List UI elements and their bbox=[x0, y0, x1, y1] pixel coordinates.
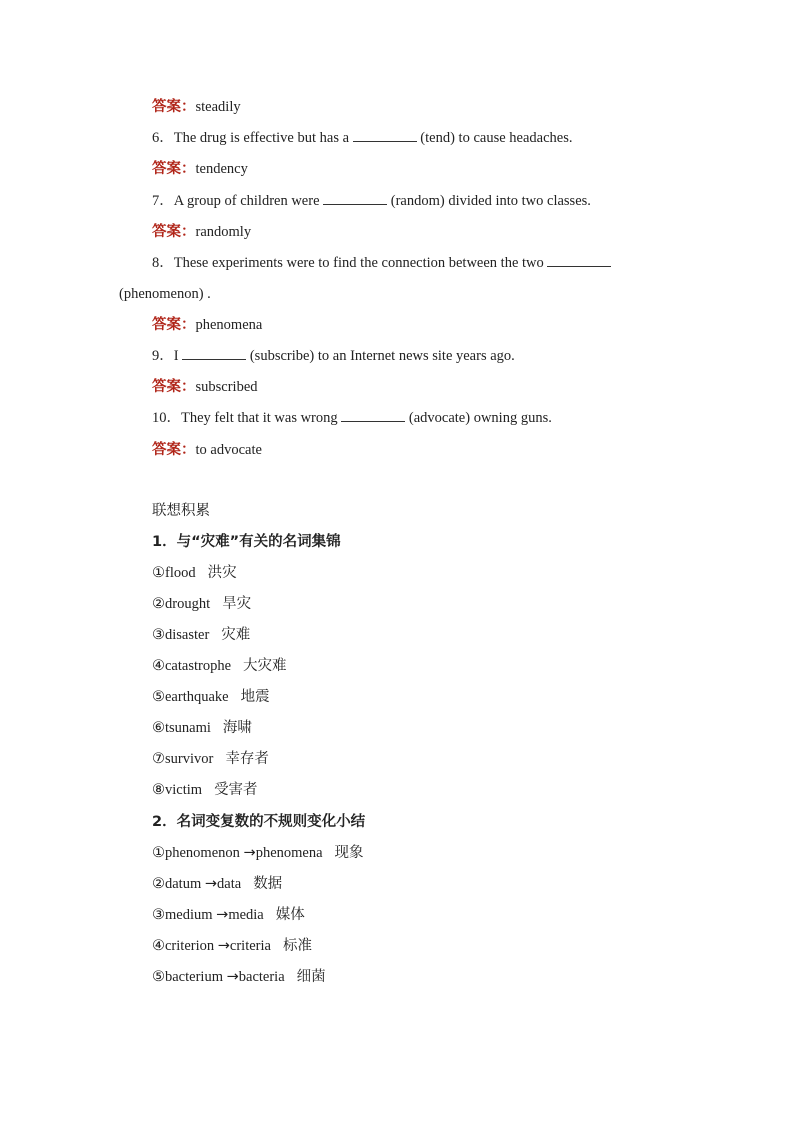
item-english: drought bbox=[165, 596, 211, 612]
item-singular: phenomenon bbox=[165, 845, 244, 861]
answer-text: steadily bbox=[195, 99, 241, 115]
answer-10 bbox=[152, 440, 262, 460]
answer-label: 答案： bbox=[152, 99, 196, 115]
list-item bbox=[152, 718, 252, 738]
question-8-continued: (phenomenon) . bbox=[119, 286, 211, 302]
item-chinese: 地震 bbox=[240, 689, 270, 705]
list-item bbox=[152, 687, 270, 707]
question-text: (subscribe) to an Internet news site years ago. bbox=[246, 348, 515, 364]
item-plural: phenomena bbox=[255, 845, 323, 861]
fill-blank[interactable] bbox=[547, 253, 611, 267]
item-singular: bacterium bbox=[165, 969, 227, 985]
list-item bbox=[152, 656, 287, 676]
question-number: 7． bbox=[152, 193, 174, 209]
answer-text: phenomena bbox=[195, 317, 263, 333]
item-singular: criterion bbox=[165, 938, 218, 954]
item-chinese: 旱灾 bbox=[222, 596, 252, 612]
section-title: 联想积累 bbox=[152, 503, 210, 519]
list-item bbox=[152, 749, 269, 769]
answer-text: tendency bbox=[195, 161, 248, 177]
fill-blank[interactable] bbox=[323, 191, 387, 205]
arrow-icon: → bbox=[243, 845, 256, 861]
item-english: victim bbox=[165, 782, 203, 798]
item-chinese: 数据 bbox=[253, 876, 283, 892]
item-marker: ③ bbox=[152, 907, 165, 923]
group1-heading: 1．与“灾难”有关的名词集锦 bbox=[152, 534, 341, 550]
question-7 bbox=[152, 191, 591, 211]
item-english: tsunami bbox=[165, 720, 211, 736]
list-item bbox=[152, 563, 237, 583]
item-plural: criteria bbox=[229, 938, 271, 954]
item-singular: medium bbox=[165, 907, 217, 923]
arrow-icon: → bbox=[217, 938, 230, 954]
item-marker: ① bbox=[152, 565, 165, 581]
item-marker: ① bbox=[152, 845, 165, 861]
question-number: 10． bbox=[152, 410, 181, 426]
item-plural: data bbox=[217, 876, 242, 892]
item-chinese: 现象 bbox=[334, 845, 364, 861]
item-english: catastrophe bbox=[165, 658, 232, 674]
answer-text: randomly bbox=[195, 224, 252, 240]
answer-9 bbox=[152, 377, 258, 397]
item-marker: ⑧ bbox=[152, 782, 165, 798]
answer-label: 答案： bbox=[152, 224, 196, 240]
list-item bbox=[152, 594, 251, 614]
question-6 bbox=[152, 128, 572, 148]
question-10 bbox=[152, 408, 552, 428]
question-text: I bbox=[173, 348, 183, 364]
item-english: earthquake bbox=[165, 689, 229, 705]
item-chinese: 媒体 bbox=[275, 907, 305, 923]
item-marker: ⑤ bbox=[152, 689, 165, 705]
answer-7 bbox=[152, 222, 251, 242]
question-number: 6． bbox=[152, 130, 174, 146]
arrow-icon: → bbox=[226, 969, 239, 985]
list-item bbox=[152, 967, 326, 987]
item-marker: ③ bbox=[152, 627, 165, 643]
item-chinese: 洪灾 bbox=[207, 565, 237, 581]
list-item bbox=[152, 874, 282, 894]
fill-blank[interactable] bbox=[353, 128, 417, 142]
question-text: (advocate) owning guns. bbox=[405, 410, 552, 426]
question-text: A group of children were bbox=[173, 193, 324, 209]
answer-6 bbox=[152, 159, 248, 179]
list-item bbox=[152, 780, 258, 800]
list-item bbox=[152, 625, 250, 645]
list-item bbox=[152, 936, 312, 956]
item-marker: ② bbox=[152, 596, 165, 612]
item-plural: media bbox=[228, 907, 264, 923]
fill-blank[interactable] bbox=[182, 346, 246, 360]
item-singular: datum bbox=[165, 876, 205, 892]
item-marker: ⑥ bbox=[152, 720, 165, 736]
answer-label: 答案： bbox=[152, 161, 196, 177]
item-chinese: 标准 bbox=[282, 938, 312, 954]
item-marker: ④ bbox=[152, 658, 165, 674]
arrow-icon: → bbox=[216, 907, 229, 923]
list-item bbox=[152, 843, 364, 863]
item-chinese: 大灾难 bbox=[243, 658, 287, 674]
answer-label: 答案： bbox=[152, 317, 196, 333]
item-english: disaster bbox=[165, 627, 210, 643]
question-9 bbox=[152, 346, 515, 366]
item-marker: ⑤ bbox=[152, 969, 165, 985]
question-number: 8． bbox=[152, 255, 174, 271]
question-text: They felt that it was wrong bbox=[181, 410, 342, 426]
item-chinese: 幸存者 bbox=[225, 751, 269, 767]
question-8 bbox=[152, 253, 611, 273]
answer-label: 答案： bbox=[152, 379, 196, 395]
item-marker: ⑦ bbox=[152, 751, 165, 767]
item-english: flood bbox=[165, 565, 196, 581]
answer-label: 答案： bbox=[152, 442, 196, 458]
list-item bbox=[152, 905, 305, 925]
item-chinese: 灾难 bbox=[221, 627, 251, 643]
answer-8 bbox=[152, 315, 262, 335]
answer-5 bbox=[152, 97, 241, 117]
question-number: 9． bbox=[152, 348, 174, 364]
item-chinese: 细菌 bbox=[296, 969, 326, 985]
arrow-icon: → bbox=[204, 876, 218, 892]
question-text: (random) divided into two classes. bbox=[387, 193, 591, 209]
item-chinese: 受害者 bbox=[214, 782, 258, 798]
question-text: (tend) to cause headaches. bbox=[416, 130, 573, 146]
item-marker: ④ bbox=[152, 938, 165, 954]
item-marker: ② bbox=[152, 876, 165, 892]
fill-blank[interactable] bbox=[341, 408, 405, 422]
item-plural: bacteria bbox=[238, 969, 285, 985]
answer-text: to advocate bbox=[195, 442, 262, 458]
group2-heading: 2．名词变复数的不规则变化小结 bbox=[152, 814, 366, 830]
item-chinese: 海啸 bbox=[222, 720, 252, 736]
item-english: survivor bbox=[165, 751, 214, 767]
answer-text: subscribed bbox=[195, 379, 258, 395]
question-text: The drug is effective but has a bbox=[173, 130, 353, 146]
question-text: These experiments were to find the connection between the two bbox=[173, 255, 548, 271]
